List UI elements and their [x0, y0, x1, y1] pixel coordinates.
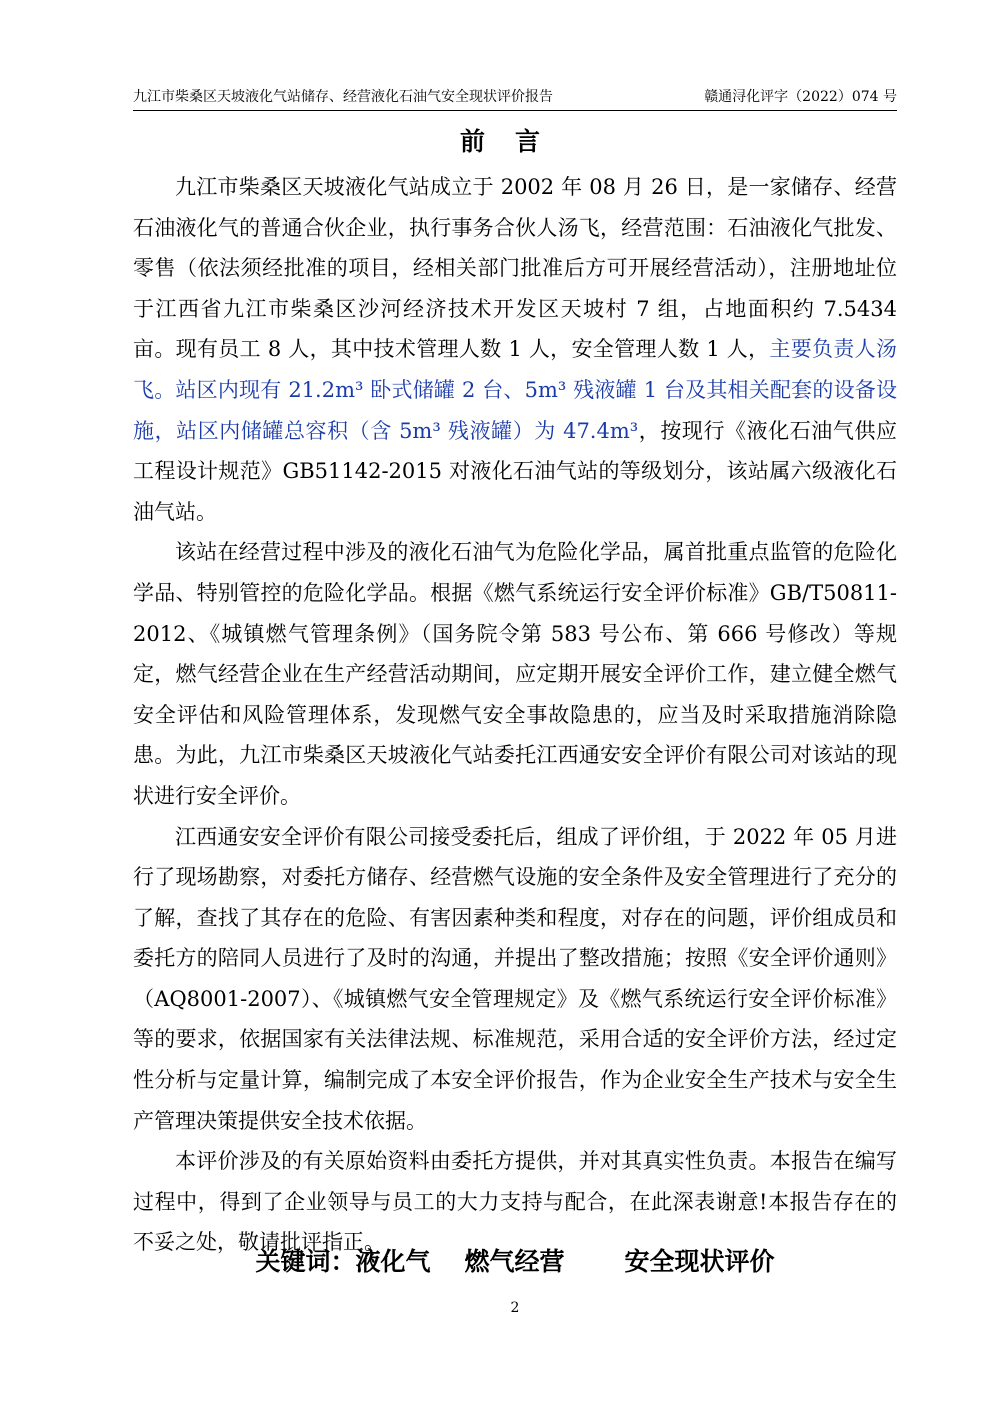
- keyword-item: 安全现状评价: [624, 1247, 775, 1276]
- page-header: [133, 86, 897, 111]
- report-title-header: 九江市柴桑区天坡液化气站储存、经营液化石油气安全现状评价报告: [133, 89, 553, 105]
- keywords-line: [133, 1242, 897, 1282]
- paragraph-acknowledgement: 本评价涉及的有关原始资料由委托方提供，并对其真实性负责。本报告在编写过程中，得到了企业领导与员工的大力支持与配合，在此深表谢意!本报告存在的不妥之处，敬请批评指正。: [133, 1149, 897, 1255]
- keyword-item: 燃气经营: [464, 1247, 565, 1276]
- paragraph-process: 江西通安安全评价有限公司接受委托后，组成了评价组，于 2022 年 05 月进行了现场勘察，对委托方储存、经营燃气设施的安全条件及安全管理进行了充分的了解，查找了其存在的危险、有害因素种类和程度，对存在的问题，评价组成员和委托方的陪同人员进行了及时的沟通，并提出了整改措施；按照《安全评价通则》（AQ8001-2007）、《城镇燃气安全管理规定》及《燃气系统运行安全评价标准》等的要求，依据国家有关法律法规、标准规范，采用合适的安全评价方法，经过定性分析与定量计算，编制完成了本安全评价报告，作为企业安全生产技术与安全生产管理决策提供安全技术依据。: [133, 824, 897, 1133]
- document-body: [133, 167, 897, 1263]
- paragraph-intro-text: 九江市柴桑区天坡液化气站成立于 2002 年 08 月 26 日，是一家储存、经营石油液化气的普通合伙企业，执行事务合伙人汤飞，经营范围：石油液化气批发、零售（依法须经批准的项目，经相关部门批准后方可开展经营活动），注册地址位于江西省九江市柴桑区沙河经济技术开发区天坡村 7 组，占地面积约 7.5434 亩。现有员工 8 人，其中技术管理人数 1 人，安全管理人数 1 人，: [133, 175, 897, 362]
- paragraph-regulations: 该站在经营过程中涉及的液化石油气为危险化学品，属首批重点监管的危险化学品、特别管控的危险化学品。根据《燃气系统运行安全评价标准》GB/T50811-2012、《城镇燃气管理条例》（国务院令第 583 号公布、第 666 号修改）等规定，燃气经营企业在生产经营活动期间，应定期开展安全评价工作，建立健全燃气安全评估和风险管理体系，发现燃气安全事故隐患的，应当及时采取措施消除隐患。为此，九江市柴桑区天坡液化气站委托江西通安安全评价有限公司对该站的现状进行安全评价。: [133, 540, 897, 808]
- paragraph-intro-end: ，按现行《液化石油气供应工程设计规范》GB51142-2015 对液化石油气站的等级划分，该站属六级液化石油气站。: [133, 418, 898, 524]
- page-title: 前言: [459, 127, 570, 156]
- highlighted-text: 主要负责人汤飞。站区内现有 21.2m³ 卧式储罐 2 台、5m³ 残液罐 1 台及其相关配套的设备设施，站区内储罐总容积（含 5m³ 残液罐）为 47.4m³: [133, 337, 897, 443]
- keywords-label: 关键词：: [255, 1247, 356, 1276]
- keyword-item: 液化气: [355, 1247, 431, 1276]
- paragraph-intro: [133, 167, 897, 532]
- page-number: 2: [510, 1300, 520, 1316]
- report-number-header: 赣通浔化评字（2022）074 号: [704, 89, 897, 105]
